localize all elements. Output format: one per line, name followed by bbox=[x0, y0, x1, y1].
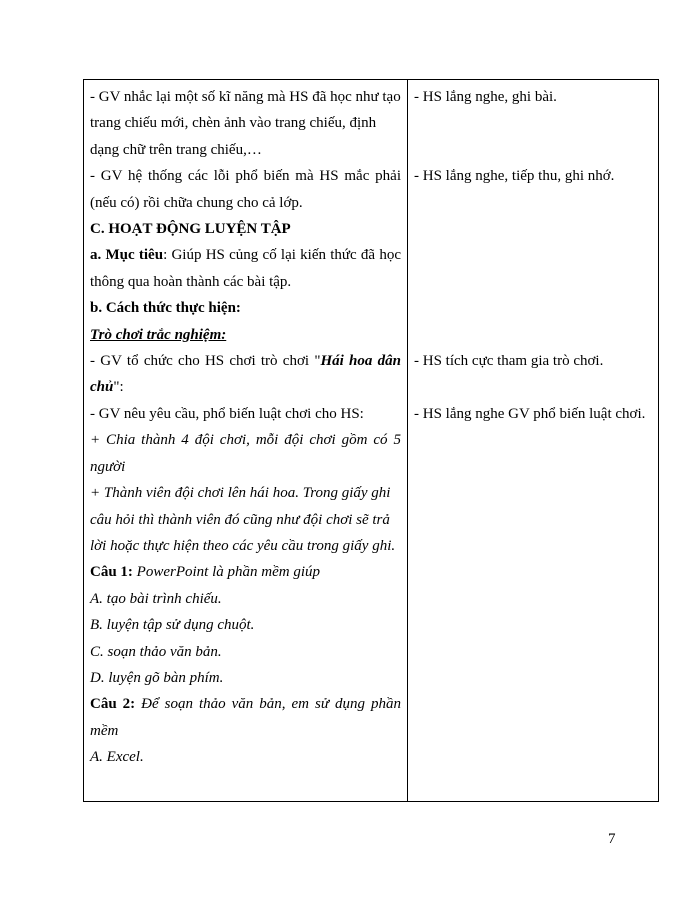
teacher-error-review: - GV hệ thống các lỗi phổ biến mà HS mắc phải (nếu có) rồi chữa chung cho cả lớp. bbox=[90, 168, 401, 211]
question-1-text: PowerPoint là phần mềm giúp bbox=[132, 564, 320, 581]
question-2-text: Để soạn thảo văn bản, em sử dụng phần mềm bbox=[90, 696, 401, 739]
game-name: Hái hoa dân chủ bbox=[90, 353, 401, 396]
student-activity-cell bbox=[408, 80, 659, 802]
rule-teams: + Chia thành 4 đội chơi, mỗi đội chơi gồm có 5 người bbox=[90, 432, 401, 475]
question-1-option-c: C. soạn thảo văn bản. bbox=[90, 643, 222, 660]
objective-text: : Giúp HS củng cố lại kiến thức đã học thông qua hoàn thành các bài tập. bbox=[90, 247, 401, 290]
objective-label: a. Mục tiêu bbox=[90, 247, 164, 264]
question-2 bbox=[90, 691, 401, 744]
student-join-game: - HS tích cực tham gia trò chơi. bbox=[414, 353, 604, 369]
teacher-activity-cell bbox=[84, 80, 408, 802]
question-1-label: Câu 1: bbox=[90, 564, 133, 581]
quiz-game-label: Trò chơi trắc nghiệm: bbox=[90, 326, 227, 343]
objective-paragraph bbox=[90, 242, 401, 295]
lesson-activity-table bbox=[83, 79, 659, 802]
rule-pick-flower: + Thành viên đội chơi lên hái hoa. Trong giấy ghi câu hỏi thì thành viên đó cũng như đội chơi sẽ trả lời hoặc thực hiện theo các yêu cầu trong giấy ghi. bbox=[90, 485, 396, 554]
rules-intro: - GV nêu yêu cầu, phổ biến luật chơi cho HS: bbox=[90, 405, 364, 422]
teacher-skill-recap: - GV nhắc lại một số kĩ năng mà HS đã học như tạo trang chiếu mới, chèn ảnh vào trang chiếu, định dạng chữ trên trang chiếu,… bbox=[90, 89, 401, 158]
question-1-option-b: B. luyện tập sử dụng chuột. bbox=[90, 617, 255, 634]
question-2-label: Câu 2: bbox=[90, 696, 136, 713]
game-intro-suffix: ": bbox=[113, 379, 124, 396]
student-listen-rules: - HS lắng nghe GV phổ biến luật chơi. bbox=[414, 405, 646, 422]
game-intro-paragraph bbox=[90, 348, 401, 401]
question-2-option-a: A. Excel. bbox=[90, 749, 144, 766]
question-1 bbox=[90, 559, 401, 585]
student-listen-remember: - HS lắng nghe, tiếp thu, ghi nhớ. bbox=[414, 168, 615, 185]
section-heading-practice: C. HOẠT ĐỘNG LUYỆN TẬP bbox=[90, 221, 291, 238]
table-row bbox=[84, 80, 659, 802]
method-label: b. Cách thức thực hiện: bbox=[90, 300, 241, 317]
question-1-option-a: A. tạo bài trình chiếu. bbox=[90, 590, 222, 607]
page-number: 7 bbox=[608, 831, 616, 847]
game-intro-prefix: - GV tổ chức cho HS chơi trò chơi " bbox=[90, 353, 321, 370]
question-1-option-d: D. luyện gõ bàn phím. bbox=[90, 669, 224, 686]
student-listen-note: - HS lắng nghe, ghi bài. bbox=[414, 89, 557, 105]
